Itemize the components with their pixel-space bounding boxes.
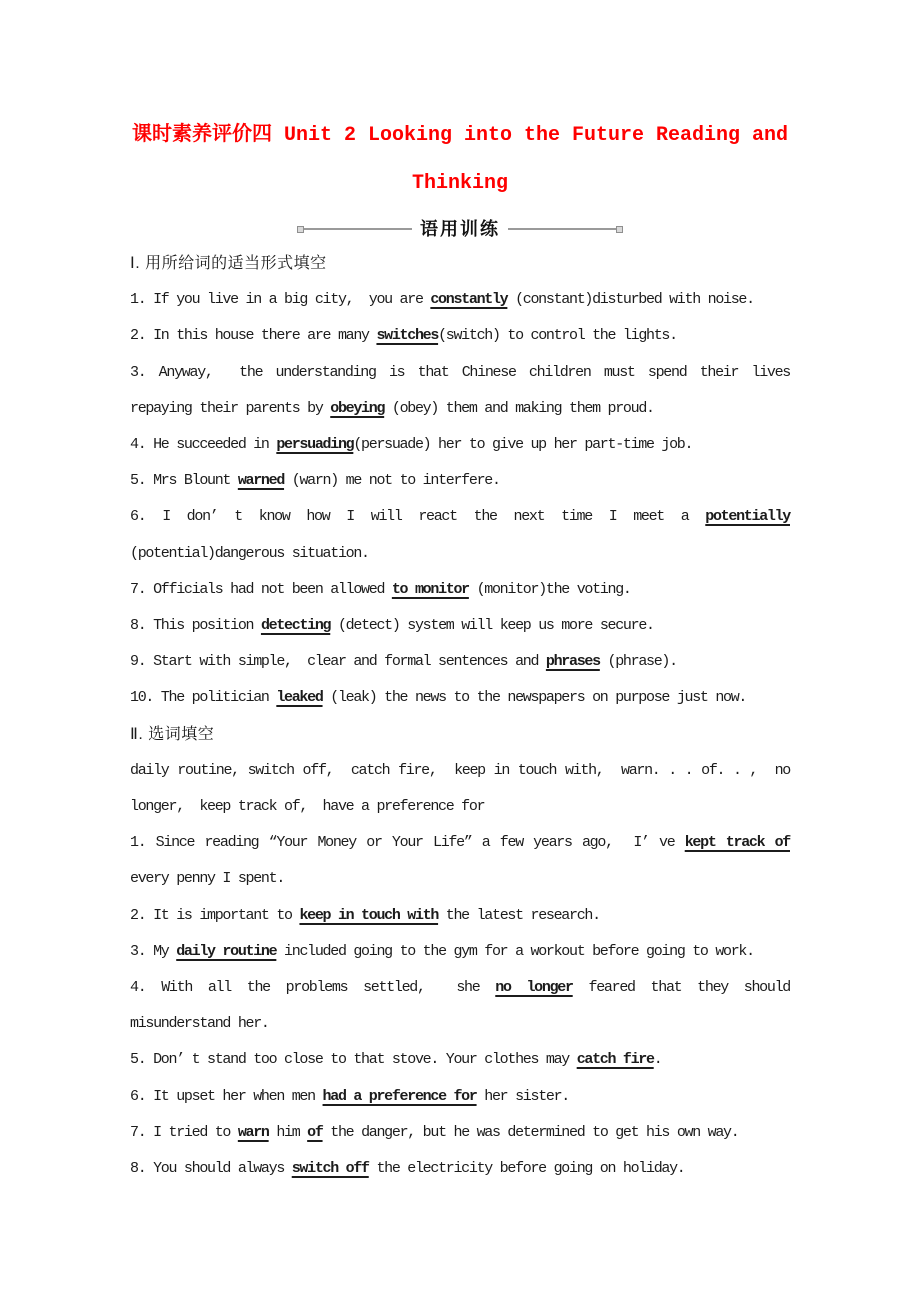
- answer-blank: daily routine: [176, 942, 277, 960]
- sentence-text: 9. Start with simple, clear and formal sentences and: [130, 653, 546, 671]
- answer-blank: detecting: [260, 617, 331, 635]
- section2-heading: Ⅱ. 选词填空: [130, 725, 215, 743]
- banner-rule-right: [508, 228, 616, 230]
- section-banner: [0, 217, 920, 241]
- sentence-text: (leak) the news to the newspapers on purpose just now.: [322, 689, 747, 707]
- exercise-sentence: [130, 318, 790, 354]
- exercise-sentence: [130, 1042, 790, 1078]
- exercise-content: [130, 246, 790, 1187]
- answer-blank: no longer: [495, 979, 573, 997]
- sentence-text: .: [653, 1051, 662, 1069]
- sentence-text: feared that they should misunderstand her.: [130, 979, 790, 1033]
- sentence-text: (obey) them and making them proud.: [384, 399, 654, 417]
- word-bank: daily routine, switch off, catch fire, keep in touch with, warn. . . of. . , no longer, keep track of, have a preference for: [130, 761, 790, 816]
- exercise-sentence: [130, 644, 790, 680]
- sentence-text: 5. Mrs Blount: [130, 472, 238, 490]
- sentence-text: 8. This position: [130, 617, 261, 635]
- sentence-text: 8. You should always: [130, 1160, 292, 1178]
- sentence-text: every penny I spent.: [130, 870, 285, 888]
- sentence-text: 1. Since reading “Your Money or Your Life” a few years ago, I’ ve: [130, 834, 685, 852]
- exercise-sentence: [130, 970, 790, 1042]
- answer-blank: persuading: [276, 436, 354, 454]
- answer-blank: kept track of: [684, 834, 790, 852]
- sentence-text: (monitor)the voting.: [468, 580, 631, 598]
- sentence-text: (constant)disturbed with noise.: [507, 291, 754, 309]
- section1-heading: Ⅰ. 用所给词的适当形式填空: [130, 255, 327, 272]
- sentence-text: 2. In this house there are many: [130, 327, 377, 345]
- exercise-sentence: [130, 355, 790, 427]
- sentence-text: her sister.: [476, 1087, 569, 1105]
- sentence-text: 6. I don’ t know how I will react the next time I meet a: [130, 508, 706, 526]
- exercise-sentence: [130, 898, 790, 934]
- sentence-text: the danger, but he was determined to get his own way.: [322, 1123, 739, 1141]
- answer-blank: constantly: [430, 291, 508, 309]
- answer-blank: to monitor: [391, 580, 469, 598]
- answer-blank: obeying: [330, 399, 385, 417]
- sentence-text: 7. I tried to: [130, 1123, 238, 1141]
- exercise-sentence: [130, 463, 790, 499]
- answer-blank: warn: [237, 1123, 269, 1141]
- sentence-text: (detect) system will keep us more secure.: [330, 617, 654, 635]
- sentence-text: the electricity before going on holiday.: [368, 1160, 685, 1178]
- exercise-sentence: [130, 825, 790, 897]
- sentence-text: (potential)dangerous situation.: [130, 544, 369, 562]
- banner-end-square-left: [297, 226, 304, 233]
- sentence-text: the latest research.: [438, 906, 600, 924]
- answer-blank: catch fire: [576, 1051, 654, 1069]
- exercise-sentence: [130, 608, 790, 644]
- sentence-text: (switch) to control the lights.: [438, 327, 677, 345]
- exercise-sentence: [130, 1079, 790, 1115]
- sentence-text: 4. With all the problems settled, she: [130, 979, 496, 997]
- exercise-sentence: [130, 427, 790, 463]
- sentence-text: 3. My: [130, 942, 177, 960]
- answer-blank: of: [307, 1123, 323, 1141]
- exercise-sentence: [130, 1151, 790, 1187]
- sentence-text: 3. Anyway, the understanding is that Chinese children must spend their lives repaying their parents by: [130, 363, 790, 417]
- sentence-text: 6. It upset her when men: [130, 1087, 323, 1105]
- section1-items: [130, 282, 790, 716]
- banner-end-square-right: [616, 226, 623, 233]
- sentence-text: 2. It is important to: [130, 906, 300, 924]
- answer-blank: switches: [376, 327, 439, 345]
- answer-blank: switch off: [291, 1160, 369, 1178]
- sentence-text: included going to the gym for a workout before going to work.: [276, 942, 754, 960]
- answer-blank: had a preference for: [322, 1087, 477, 1105]
- sentence-text: (persuade) her to give up her part-time job.: [353, 436, 693, 454]
- exercise-sentence: [130, 934, 790, 970]
- exercise-sentence: [130, 282, 790, 318]
- sentence-text: (warn) me not to interfere.: [284, 472, 500, 490]
- exercise-sentence: [130, 1115, 790, 1151]
- answer-blank: warned: [237, 472, 285, 490]
- exercise-sentence: [130, 680, 790, 716]
- page-title: 课时素养评价四 Unit 2 Looking into the Future Reading and Thinking: [131, 124, 789, 195]
- answer-blank: phrases: [545, 653, 600, 671]
- banner-rule-left: [304, 228, 412, 230]
- answer-blank: leaked: [276, 689, 323, 707]
- exercise-sentence: [130, 572, 790, 608]
- answer-blank: keep in touch with: [299, 906, 439, 924]
- sentence-text: 5. Don’ t stand too close to that stove. Your clothes may: [130, 1051, 577, 1069]
- banner-label: 语用训练: [420, 219, 500, 239]
- answer-blank: potentially: [705, 508, 790, 526]
- sentence-text: 10. The politician: [130, 689, 277, 707]
- exercise-sentence: [130, 499, 790, 571]
- sentence-text: 4. He succeeded in: [130, 436, 277, 454]
- sentence-text: 1. If you live in a big city, you are: [130, 291, 431, 309]
- sentence-text: 7. Officials had not been allowed: [130, 580, 392, 598]
- section2-items: [130, 825, 790, 1187]
- sentence-text: (phrase).: [599, 653, 677, 671]
- sentence-text: him: [268, 1123, 308, 1141]
